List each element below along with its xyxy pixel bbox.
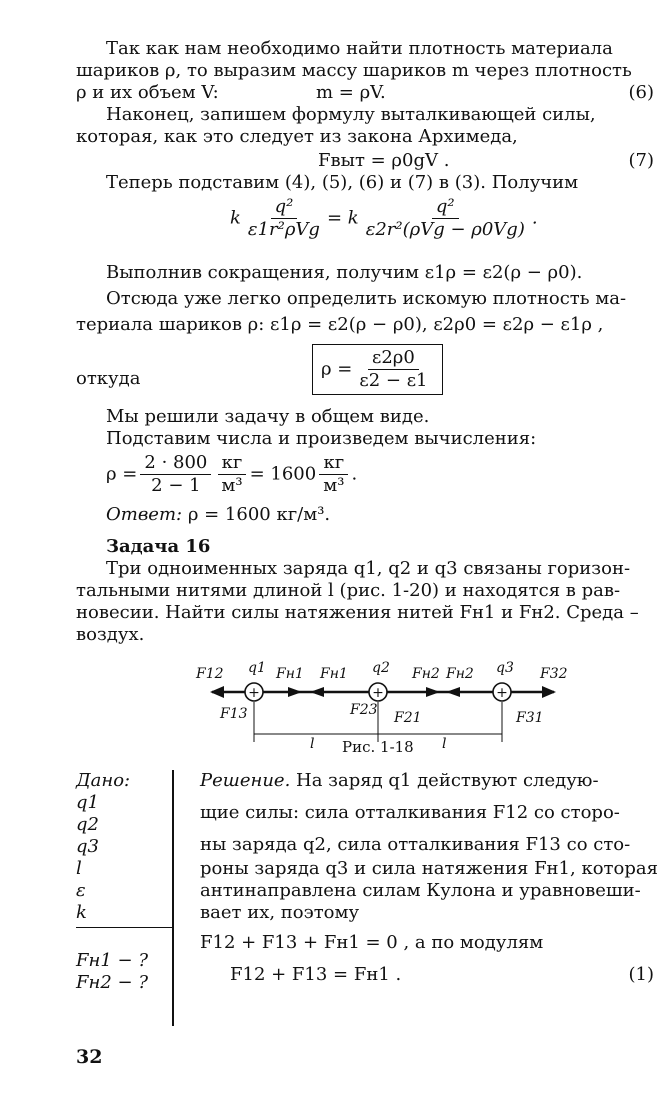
text-span: ρ = <box>106 463 138 485</box>
arrowhead <box>446 687 460 697</box>
calculation <box>106 452 357 497</box>
solution-line <box>200 770 656 792</box>
task-title: Задача 16 <box>106 536 211 557</box>
denominator: м³ <box>323 475 345 496</box>
arrowhead-left <box>210 686 224 698</box>
equation-number: (1) <box>628 964 654 985</box>
find-item: Fн2 − ? <box>76 972 148 993</box>
arrowhead <box>288 687 302 697</box>
text-span: = k <box>326 207 359 229</box>
length-label: l <box>442 736 447 752</box>
given-title: Дано: <box>76 770 131 791</box>
text-span: ρ и их объем V: <box>76 82 219 103</box>
paragraph-line: Наконец, запишем формулу выталкивающей силы, <box>106 104 596 125</box>
paragraph-line: Так как нам необходимо найти плотность материала <box>106 38 613 59</box>
numerator: q² <box>271 196 298 219</box>
answer-line <box>106 504 654 526</box>
given-item: k <box>76 902 87 923</box>
text-span: k <box>230 207 241 229</box>
page-number: 32 <box>76 1046 103 1068</box>
given-item: q3 <box>76 836 99 857</box>
paragraph-line: Три одноименных заряда q1, q2 и q3 связаны горизон- <box>106 558 631 579</box>
arrowhead-right <box>542 686 556 698</box>
charge-sign: + <box>496 685 508 701</box>
charge-label: q1 <box>248 660 266 676</box>
given-item: q1 <box>76 792 99 813</box>
charge-sign: + <box>372 685 384 701</box>
force-label: Fн1 <box>276 666 304 682</box>
scalar-equation: F12 + F13 = Fн1 . <box>230 964 402 985</box>
force-label: F32 <box>540 666 568 682</box>
force-label: F13 <box>220 706 248 722</box>
denominator: м³ <box>221 475 243 496</box>
denominator: ε1r²ρVg <box>247 219 320 240</box>
text-span: . <box>531 207 538 229</box>
numerator: 2 · 800 <box>140 452 211 475</box>
force-label: F23 <box>350 702 378 718</box>
force-label: F21 <box>394 710 422 726</box>
paragraph-line: воздух. <box>76 624 145 645</box>
force-diagram <box>190 652 580 760</box>
solution-line: ны заряда q2, сила отталкивания F13 со сто- <box>200 834 631 855</box>
paragraph-line: Теперь подставим (4), (5), (6) и (7) в (3). Получим <box>106 172 579 193</box>
paragraph-line: новесии. Найти силы натяжения нитей Fн1 и Fн2. Среда – <box>76 602 639 623</box>
equation-number: (7) <box>628 150 654 171</box>
formula-6: m = ρV. <box>316 82 386 103</box>
paragraph-line: Отсюда уже легко определить искомую плотность ма- <box>106 288 627 309</box>
given-separator <box>76 927 173 928</box>
charge-label: q3 <box>496 660 514 676</box>
text-span: . <box>351 463 358 485</box>
given-block <box>76 770 176 994</box>
force-label: Fн2 <box>446 666 474 682</box>
force-label: F12 <box>196 666 224 682</box>
length-label: l <box>310 736 315 752</box>
denominator: ε2r²(ρVg − ρ0Vg) <box>365 219 525 240</box>
solution-label: Решение. <box>200 770 291 791</box>
text-span: = 1600 <box>249 463 317 485</box>
numerator: кг <box>218 452 247 475</box>
text-span: ρ = <box>321 358 353 380</box>
numerator: q² <box>432 196 459 219</box>
force-label: Fн2 <box>412 666 440 682</box>
fraction <box>319 452 348 497</box>
numerator: кг <box>319 452 348 475</box>
given-item: q2 <box>76 814 99 835</box>
fraction-equation <box>230 196 538 241</box>
given-item: ε <box>76 880 86 901</box>
numerator: ε2ρ0 <box>368 347 419 370</box>
paragraph-line: Мы решили задачу в общем виде. <box>106 406 430 427</box>
paragraph-line: которая, как это следует из закона Архимеда, <box>76 126 518 147</box>
paragraph-line <box>76 82 654 104</box>
charge-label: q2 <box>372 660 390 676</box>
figure-caption: Рис. 1-18 <box>342 738 414 756</box>
arrowhead <box>426 687 440 697</box>
paragraph-line: Выполнив сокращения, получим ε1ρ = ε2(ρ − ρ0). <box>106 262 583 283</box>
text-span: На заряд q1 действуют следую- <box>290 770 599 791</box>
force-label: F31 <box>516 710 544 726</box>
fraction <box>362 196 529 241</box>
formula-7: Fвыт = ρ0gV . <box>318 150 450 171</box>
given-divider <box>172 770 174 1026</box>
fraction <box>355 347 431 392</box>
paragraph-line: шариков ρ, то выразим массу шариков m через плотность <box>76 60 632 81</box>
denominator: 2 − 1 <box>151 475 201 496</box>
fraction <box>140 452 211 497</box>
paragraph-line: териала шариков ρ: ε1ρ = ε2(ρ − ρ0), ε2ρ0 = ε2ρ − ε1ρ , <box>76 314 604 335</box>
answer-value: ρ = 1600 кг/м³. <box>187 504 331 525</box>
boxed-result <box>312 344 443 395</box>
force-label: Fн1 <box>320 666 348 682</box>
solution-line: щие силы: сила отталкивания F12 со сторо- <box>200 802 620 823</box>
charge-sign: + <box>248 685 260 701</box>
fraction <box>244 196 324 241</box>
paragraph-line: Подставим числа и произведем вычисления: <box>106 428 537 449</box>
answer-label: Ответ: <box>106 504 183 525</box>
solution-line: вает их, поэтому <box>200 902 360 923</box>
denominator: ε2 − ε1 <box>359 370 428 391</box>
paragraph-line: откуда <box>76 368 141 389</box>
given-item: l <box>76 858 82 879</box>
arrowhead <box>310 687 324 697</box>
solution-line: антинаправлена силам Кулона и уравновеши- <box>200 880 641 901</box>
find-item: Fн1 − ? <box>76 950 148 971</box>
paragraph-line: тальными нитями длиной l (рис. 1-20) и находятся в рав- <box>76 580 621 601</box>
equation-number: (6) <box>628 82 654 103</box>
solution-line: роны заряда q3 и сила натяжения Fн1, которая <box>200 858 658 879</box>
fraction <box>217 452 246 497</box>
vector-equation: F12 + F13 + Fн1 = 0 , а по модулям <box>200 932 544 953</box>
